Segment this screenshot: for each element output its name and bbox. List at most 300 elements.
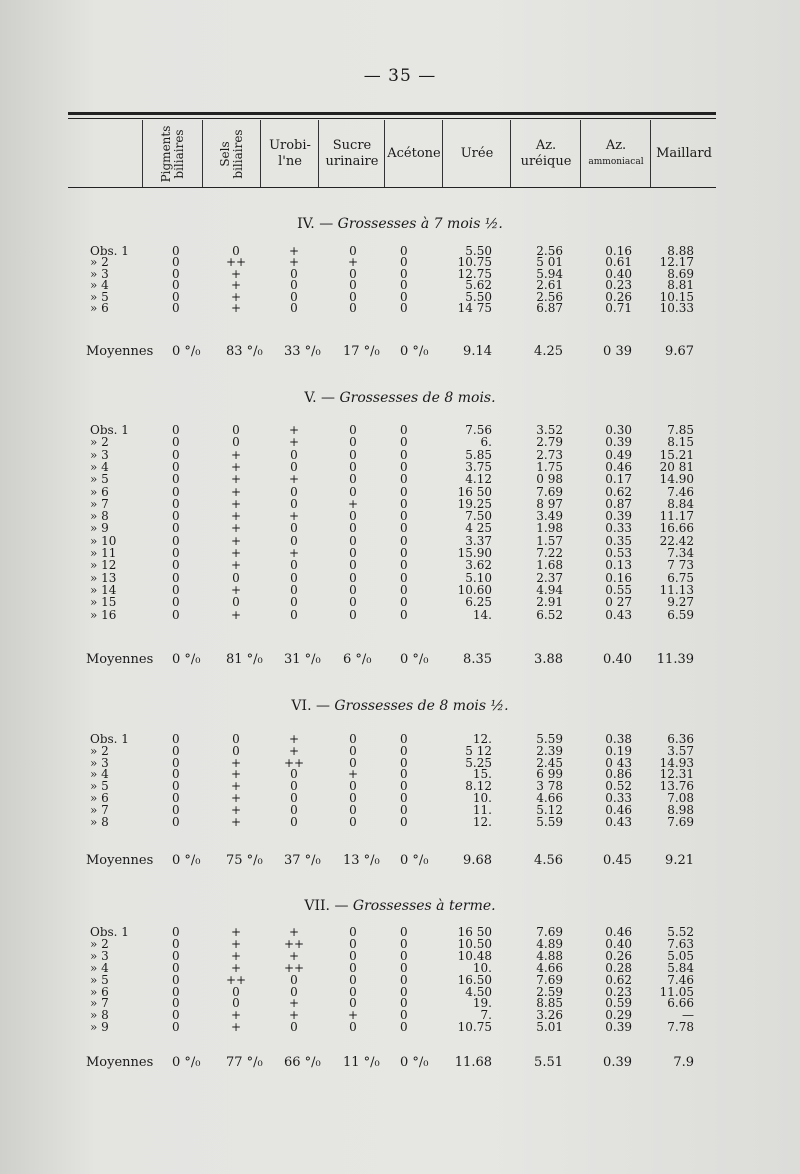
az-ammoniacal-value: 0.46 <box>605 802 632 817</box>
az-ureique-value: 4.25 <box>534 344 563 359</box>
uree-value: 5 12 <box>465 743 492 758</box>
sucre-value: + <box>347 767 359 782</box>
header-sucre: Sucre urinaire <box>318 120 385 187</box>
uree-value: 14. <box>472 607 492 622</box>
az-ammoniacal-value: 0 43 <box>605 755 632 770</box>
acetone-value: 0 <box>400 779 408 794</box>
pigments-value: 0 <box>172 1020 180 1035</box>
maillard-value: 14.90 <box>659 472 694 487</box>
table-row <box>0 559 800 571</box>
maillard-value: 5.05 <box>667 948 694 963</box>
section-number: VI. — <box>291 698 335 714</box>
acetone-value: 0 °/₀ <box>400 344 429 359</box>
az-ureique-value: 5.59 <box>536 814 563 829</box>
pigments-value: 0 <box>172 779 180 794</box>
section-number: V. — <box>304 390 340 406</box>
maillard-value: — <box>682 1008 694 1023</box>
obs-label: » 2 <box>90 743 109 758</box>
acetone-value: 0 <box>400 484 408 499</box>
sels-value: + <box>230 814 242 829</box>
uree-value: 9.68 <box>463 853 492 868</box>
acetone-value: 0 <box>400 960 408 975</box>
maillard-value: 6.59 <box>667 607 694 622</box>
pigments-value: 0 <box>172 936 180 951</box>
pigments-value: 0 <box>172 546 180 560</box>
urobiline-value: + <box>288 996 300 1011</box>
pigments-value: 0 <box>172 802 180 817</box>
maillard-value: 15.21 <box>659 447 694 462</box>
az-ureique-value: 8 97 <box>536 496 563 511</box>
az-ureique-value: 2.79 <box>536 435 563 450</box>
sucre-value: 0 <box>349 484 357 499</box>
uree-value: 4.12 <box>465 472 492 487</box>
table-row <box>0 804 800 816</box>
sels-value: + <box>230 791 242 805</box>
pigments-value: 0 <box>172 558 180 573</box>
sucre-value: 0 <box>349 802 357 817</box>
maillard-value: 5.52 <box>667 925 694 939</box>
az-ammoniacal-value: 0.46 <box>605 925 632 939</box>
az-ammoniacal-value: 0.71 <box>605 301 632 315</box>
obs-label: » 11 <box>90 546 117 560</box>
az-ureique-value: 2.61 <box>536 278 563 293</box>
sels-value: ++ <box>226 255 247 270</box>
acetone-value: 0 <box>400 1020 408 1035</box>
az-ureique-value: 2.59 <box>536 984 563 999</box>
pigments-value: 0 <box>172 278 180 293</box>
az-ammoniacal-value: 0.45 <box>603 853 632 868</box>
sucre-value: 0 <box>349 755 357 770</box>
maillard-value: 7.69 <box>667 814 694 829</box>
az-ureique-value: 4.89 <box>536 936 563 951</box>
uree-value: 4 25 <box>465 521 492 536</box>
pigments-value: 0 <box>172 984 180 999</box>
urobiline-value: 0 <box>290 972 298 987</box>
urobiline-value: 0 <box>290 791 298 805</box>
sucre-value: 0 <box>349 558 357 573</box>
az-ureique-value: 2.39 <box>536 743 563 758</box>
sels-value: + <box>230 496 242 511</box>
obs-label: » 5 <box>90 779 109 794</box>
urobiline-value: 0 <box>290 984 298 999</box>
table-row <box>0 486 800 498</box>
az-ureique-value: 3 78 <box>536 779 563 794</box>
uree-value: 10. <box>472 791 492 805</box>
az-ureique-value: 3.26 <box>536 1008 563 1023</box>
uree-value: 6.25 <box>465 595 492 610</box>
urobiline-value: 31 °/₀ <box>284 652 321 667</box>
pigments-value: 0 <box>172 301 180 315</box>
sucre-value: 0 <box>349 533 357 548</box>
sels-value: + <box>230 472 242 487</box>
acetone-value: 0 <box>400 435 408 450</box>
uree-value: 4.50 <box>465 984 492 999</box>
table-row <box>0 596 800 608</box>
uree-value: 11.68 <box>454 1055 492 1070</box>
maillard-value: 16.66 <box>659 521 694 536</box>
maillard-value: 14.93 <box>659 755 694 770</box>
acetone-value: 0 <box>400 814 408 829</box>
maillard-value: 11.05 <box>659 984 694 999</box>
az-ureique-value: 2.37 <box>536 570 563 585</box>
obs-label: » 4 <box>90 278 109 293</box>
sels-value: + <box>230 779 242 794</box>
urobiline-value: + <box>288 925 300 939</box>
pigments-value: 0 <box>172 996 180 1011</box>
az-ammoniacal-value: 0.59 <box>605 996 632 1011</box>
az-ammoniacal-value: 0.86 <box>605 767 632 782</box>
az-ammoniacal-value: 0.23 <box>605 984 632 999</box>
maillard-value: 7.9 <box>673 1055 694 1070</box>
sucre-value: 17 °/₀ <box>343 344 380 359</box>
uree-value: 5.62 <box>465 278 492 293</box>
acetone-value: 0 <box>400 1008 408 1023</box>
urobiline-value: + <box>288 472 300 487</box>
az-ammoniacal-value: 0.49 <box>605 447 632 462</box>
acetone-value: 0 <box>400 459 408 474</box>
sels-value: + <box>230 1020 242 1035</box>
az-ureique-value: 5.59 <box>536 732 563 746</box>
uree-value: 19.25 <box>457 496 492 511</box>
table-row <box>0 498 800 510</box>
acetone-value: 0 <box>400 423 408 437</box>
sucre-value: 0 <box>349 1020 357 1035</box>
pigments-value: 0 <box>172 582 180 597</box>
az-ammoniacal-value: 0.35 <box>605 533 632 548</box>
az-ammoniacal-value: 0.62 <box>605 484 632 499</box>
sels-value: + <box>230 509 242 524</box>
urobiline-value: 0 <box>290 266 298 281</box>
uree-value: 10.75 <box>457 1020 492 1035</box>
page-number: — 35 — <box>363 66 437 86</box>
sucre-value: 0 <box>349 266 357 281</box>
az-ureique-value: 1.57 <box>536 533 563 548</box>
pigments-value: 0 °/₀ <box>172 853 201 868</box>
maillard-value: 8.81 <box>667 278 694 293</box>
az-ammoniacal-value: 0.87 <box>605 496 632 511</box>
sels-value: + <box>230 767 242 782</box>
maillard-value: 22.42 <box>659 533 694 548</box>
table-row <box>0 572 800 584</box>
urobiline-value: + <box>288 509 300 524</box>
maillard-value: 10.15 <box>659 289 694 304</box>
acetone-value: 0 <box>400 972 408 987</box>
sels-value: + <box>230 582 242 597</box>
acetone-value: 0 °/₀ <box>400 652 429 667</box>
table-row <box>0 584 800 596</box>
sels-value: + <box>230 755 242 770</box>
acetone-value: 0 <box>400 496 408 511</box>
az-ureique-value: 5.94 <box>536 266 563 281</box>
maillard-value: 7.08 <box>667 791 694 805</box>
az-ammoniacal-value: 0.40 <box>605 266 632 281</box>
section-title <box>0 698 800 714</box>
uree-value: 8.12 <box>465 779 492 794</box>
urobiline-value: 0 <box>290 570 298 585</box>
az-ammoniacal-value: 0.17 <box>605 472 632 487</box>
uree-value: 7. <box>480 1008 492 1023</box>
urobiline-value: ++ <box>284 755 305 770</box>
az-ureique-value: 4.66 <box>536 791 563 805</box>
obs-label: » 3 <box>90 266 109 281</box>
az-ammoniacal-value: 0.39 <box>605 1020 632 1035</box>
averages-row <box>0 1057 800 1069</box>
table-row <box>0 449 800 461</box>
obs-label: » 5 <box>90 972 109 987</box>
table-row <box>0 950 800 962</box>
sucre-value: 0 <box>349 743 357 758</box>
sels-value: 0 <box>232 570 240 585</box>
az-ammoniacal-value: 0.43 <box>605 814 632 829</box>
sucre-value: 0 <box>349 423 357 437</box>
maillard-value: 7.46 <box>667 972 694 987</box>
sucre-value: 0 <box>349 472 357 487</box>
az-ammoniacal-value: 0.28 <box>605 960 632 975</box>
acetone-value: 0 <box>400 791 408 805</box>
uree-value: 10.48 <box>457 948 492 963</box>
sucre-value: + <box>347 255 359 270</box>
sels-value: + <box>230 546 242 560</box>
maillard-value: 3.57 <box>667 743 694 758</box>
uree-value: 12.75 <box>457 266 492 281</box>
averages-row <box>0 346 800 358</box>
moyennes-label: Moyennes <box>86 1055 154 1070</box>
maillard-value: 6.36 <box>667 732 694 746</box>
moyennes-label: Moyennes <box>86 652 154 667</box>
az-ammoniacal-value: 0.30 <box>605 423 632 437</box>
obs-label: » 7 <box>90 496 109 511</box>
maillard-value: 7.46 <box>667 484 694 499</box>
pigments-value: 0 <box>172 266 180 281</box>
az-ammoniacal-value: 0.13 <box>605 558 632 573</box>
uree-value: 10.60 <box>457 582 492 597</box>
pigments-value: 0 <box>172 814 180 829</box>
obs-label: » 7 <box>90 996 109 1011</box>
sucre-value: 0 <box>349 570 357 585</box>
urobiline-value: + <box>288 546 300 560</box>
obs-label: » 8 <box>90 814 109 829</box>
pigments-value: 0 °/₀ <box>172 652 201 667</box>
urobiline-value: 0 <box>290 595 298 610</box>
maillard-value: 10.33 <box>659 301 694 315</box>
sucre-value: 0 <box>349 301 357 315</box>
urobiline-value: 0 <box>290 447 298 462</box>
urobiline-value: + <box>288 255 300 270</box>
maillard-value: 6.75 <box>667 570 694 585</box>
pigments-value: 0 <box>172 533 180 548</box>
table-row <box>0 510 800 522</box>
urobiline-value: + <box>288 743 300 758</box>
header-az-ammoniacal: Az. ammoniacal <box>580 120 651 187</box>
maillard-value: 8.98 <box>667 802 694 817</box>
urobiline-value: 0 <box>290 301 298 315</box>
acetone-value: 0 <box>400 948 408 963</box>
urobiline-value: 0 <box>290 484 298 499</box>
uree-value: 3.75 <box>465 459 492 474</box>
az-ureique-value: 7.22 <box>536 546 563 560</box>
obs-label: » 3 <box>90 948 109 963</box>
sels-value: + <box>230 278 242 293</box>
averages-row <box>0 855 800 867</box>
acetone-value: 0 <box>400 767 408 782</box>
uree-value: 16 50 <box>457 484 492 499</box>
uree-value: 16 50 <box>457 925 492 939</box>
az-ureique-value: 5.01 <box>536 1020 563 1035</box>
obs-label: » 12 <box>90 558 117 573</box>
sucre-value: 0 <box>349 521 357 536</box>
section-title <box>0 898 800 914</box>
pigments-value: 0 <box>172 1008 180 1023</box>
sels-value: 0 <box>232 996 240 1011</box>
urobiline-value: + <box>288 435 300 450</box>
header-uree: Urée <box>442 120 511 187</box>
pigments-value: 0 <box>172 732 180 746</box>
sucre-value: 0 <box>349 244 357 258</box>
acetone-value: 0 <box>400 732 408 746</box>
pigments-value: 0 <box>172 255 180 270</box>
pigments-value: 0 <box>172 435 180 450</box>
az-ammoniacal-value: 0.46 <box>605 459 632 474</box>
pigments-value: 0 <box>172 925 180 939</box>
acetone-value: 0 <box>400 255 408 270</box>
sucre-value: + <box>347 1008 359 1023</box>
urobiline-value: 66 °/₀ <box>284 1055 321 1070</box>
table-row <box>0 609 800 621</box>
header-rule <box>68 118 716 119</box>
section-heading: Grossesses à terme. <box>352 898 496 914</box>
az-ureique-value: 3.88 <box>534 652 563 667</box>
pigments-value: 0 °/₀ <box>172 1055 201 1070</box>
sucre-value: 0 <box>349 435 357 450</box>
obs-label: » 2 <box>90 435 109 450</box>
obs-label: » 6 <box>90 984 109 999</box>
maillard-value: 7 73 <box>667 558 694 573</box>
sels-value: + <box>230 607 242 622</box>
pigments-value: 0 <box>172 244 180 258</box>
obs-label: » 8 <box>90 1008 109 1023</box>
az-ureique-value: 1.98 <box>536 521 563 536</box>
table-row <box>0 436 800 448</box>
acetone-value: 0 <box>400 755 408 770</box>
uree-value: 15.90 <box>457 546 492 560</box>
uree-value: 8.35 <box>463 652 492 667</box>
sels-value: + <box>230 533 242 548</box>
maillard-value: 8.15 <box>667 435 694 450</box>
sucre-value: 0 <box>349 936 357 951</box>
pigments-value: 0 <box>172 767 180 782</box>
maillard-value: 7.34 <box>667 546 694 560</box>
sucre-value: 6 °/₀ <box>343 652 372 667</box>
pigments-value: 0 <box>172 509 180 524</box>
sels-value: 0 <box>232 984 240 999</box>
obs-label: Obs. 1 <box>90 244 129 258</box>
sels-value: 0 <box>232 732 240 746</box>
urobiline-value: + <box>288 948 300 963</box>
pigments-value: 0 <box>172 496 180 511</box>
obs-label: » 9 <box>90 1020 109 1035</box>
az-ureique-value: 6 99 <box>536 767 563 782</box>
sucre-value: 0 <box>349 595 357 610</box>
header-acetone: Acétone <box>384 120 443 187</box>
az-ureique-value: 3.52 <box>536 423 563 437</box>
moyennes-label: Moyennes <box>86 853 154 868</box>
obs-label: » 4 <box>90 960 109 975</box>
pigments-value: 0 <box>172 521 180 536</box>
urobiline-value: 37 °/₀ <box>284 853 321 868</box>
section-number: VII. — <box>304 898 353 914</box>
az-ammoniacal-value: 0.61 <box>605 255 632 270</box>
sucre-value: 0 <box>349 447 357 462</box>
obs-label: » 5 <box>90 472 109 487</box>
pigments-value: 0 <box>172 472 180 487</box>
acetone-value: 0 <box>400 558 408 573</box>
sucre-value: 0 <box>349 972 357 987</box>
urobiline-value: 0 <box>290 459 298 474</box>
az-ureique-value: 1.75 <box>536 459 563 474</box>
maillard-value: 5.84 <box>667 960 694 975</box>
urobiline-value: 0 <box>290 496 298 511</box>
sucre-value: 0 <box>349 996 357 1011</box>
acetone-value: 0 <box>400 278 408 293</box>
az-ureique-value: 5 01 <box>536 255 563 270</box>
acetone-value: 0 <box>400 447 408 462</box>
urobiline-value: 0 <box>290 607 298 622</box>
sels-value: 75 °/₀ <box>226 853 263 868</box>
az-ureique-value: 5.51 <box>534 1055 563 1070</box>
acetone-value: 0 <box>400 533 408 548</box>
uree-value: 11. <box>472 802 492 817</box>
uree-value: 5.10 <box>465 570 492 585</box>
pigments-value: 0 <box>172 743 180 758</box>
urobiline-value: 0 <box>290 779 298 794</box>
sels-value: + <box>230 1008 242 1023</box>
sels-value: 0 <box>232 743 240 758</box>
az-ammoniacal-value: 0.55 <box>605 582 632 597</box>
section-title <box>0 390 800 406</box>
section-number: IV. — <box>297 216 338 232</box>
sels-value: 0 <box>232 595 240 610</box>
sels-value: 83 °/₀ <box>226 344 263 359</box>
az-ureique-value: 8.85 <box>536 996 563 1011</box>
obs-label: » 2 <box>90 936 109 951</box>
sels-value: + <box>230 301 242 315</box>
az-ureique-value: 4.56 <box>534 853 563 868</box>
acetone-value: 0 <box>400 582 408 597</box>
sucre-value: 0 <box>349 814 357 829</box>
obs-label: » 13 <box>90 570 117 585</box>
acetone-value: 0 <box>400 936 408 951</box>
az-ammoniacal-value: 0 39 <box>603 344 632 359</box>
az-ammoniacal-value: 0.43 <box>605 607 632 622</box>
urobiline-value: 0 <box>290 521 298 536</box>
sels-value: + <box>230 925 242 939</box>
az-ureique-value: 3.49 <box>536 509 563 524</box>
uree-value: 3.37 <box>465 533 492 548</box>
averages-row <box>0 654 800 666</box>
obs-label: » 15 <box>90 595 117 610</box>
table-row <box>0 1021 800 1033</box>
urobiline-value: 0 <box>290 582 298 597</box>
az-ammoniacal-value: 0.23 <box>605 278 632 293</box>
sucre-value: 0 <box>349 948 357 963</box>
uree-value: 5.50 <box>465 244 492 258</box>
sucre-value: 11 °/₀ <box>343 1055 380 1070</box>
uree-value: 10.75 <box>457 255 492 270</box>
sucre-value: 0 <box>349 925 357 939</box>
sels-value: + <box>230 558 242 573</box>
sels-value: 0 <box>232 244 240 258</box>
az-ureique-value: 6.52 <box>536 607 563 622</box>
